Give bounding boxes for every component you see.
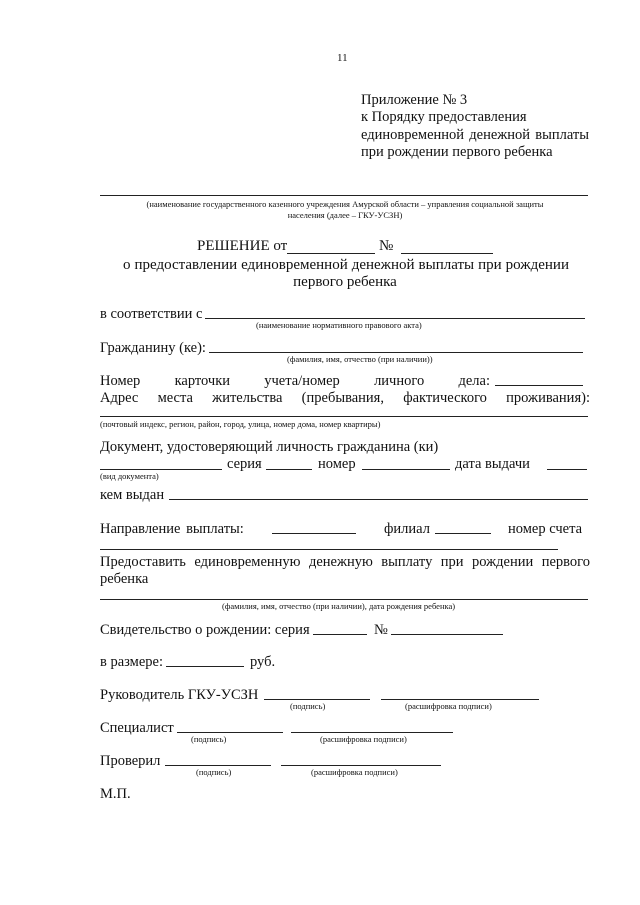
payment-direction-line [272, 533, 356, 534]
account-line [100, 549, 558, 550]
decoding-caption: (расшифровка подписи) [311, 767, 398, 777]
head-signature-line [264, 699, 370, 700]
citizen-line [209, 352, 583, 353]
number-line [362, 469, 450, 470]
grant-text: ребенка [100, 571, 149, 587]
series-line [266, 469, 312, 470]
decision-number-line [401, 253, 493, 254]
head-signature-label: Руководитель ГКУ-УСЗН [100, 687, 259, 703]
payment-direction-label: Направление выплаты: [100, 521, 244, 537]
checked-signature-label: Проверил [100, 753, 161, 769]
card-word: дела: [458, 373, 490, 389]
series-label: серия [227, 456, 262, 472]
specialist-signature-label: Специалист [100, 720, 174, 736]
institution-line [100, 195, 588, 196]
amount-line [166, 666, 244, 667]
address-word: места [157, 390, 193, 406]
specialist-signature-line [177, 732, 283, 733]
accordance-label: в соответствии с [100, 306, 203, 322]
institution-caption: населения (далее – ГКУ-УСЗН) [287, 210, 403, 220]
card-word: личного [374, 373, 425, 389]
appendix-line: к Порядку предоставления [361, 109, 527, 125]
number-label: номер [318, 456, 356, 472]
decoding-caption: (расшифровка подписи) [405, 701, 492, 711]
decision-date-line [287, 253, 375, 254]
amount-unit: руб. [250, 654, 276, 670]
decision-subtitle: о предоставлении единовременной денежной выплаты при рождении [123, 257, 569, 273]
checked-signature-line [165, 765, 271, 766]
appendix-line: Приложение № 3 [361, 92, 468, 108]
signature-caption: (подпись) [191, 734, 227, 744]
doc-type-line [100, 469, 222, 470]
card-number-line [495, 385, 583, 386]
accordance-line [205, 318, 585, 319]
page-number: 11 [337, 52, 348, 64]
birth-certificate-series-line [313, 634, 367, 635]
card-number-row [100, 372, 490, 390]
card-word: учета/номер [264, 373, 340, 389]
decision-subtitle: первого ребенка [293, 274, 397, 290]
child-caption: (фамилия, имя, отчество (при наличии), дата рождения ребенка) [222, 601, 456, 611]
id-document-label: Документ, удостоверяющий личность гражданина (ки) [100, 439, 439, 455]
accordance-caption: (наименование нормативного правового акта) [256, 320, 422, 330]
citizen-caption: (фамилия, имя, отчество (при наличии)) [287, 354, 433, 364]
signature-caption: (подпись) [196, 767, 232, 777]
head-decoding-line [381, 699, 539, 700]
address-word: (пребывания, [301, 390, 384, 406]
address-word: жительства [212, 390, 283, 406]
branch-label: филиал [384, 521, 430, 537]
doc-type-caption: (вид документа) [100, 471, 159, 481]
decision-number-sign: № [379, 238, 394, 254]
amount-label: в размере: [100, 654, 164, 670]
seal-placeholder: М.П. [100, 786, 131, 802]
birth-certificate-number-line [391, 634, 503, 635]
address-word: проживания): [506, 390, 590, 406]
issued-by-line [169, 499, 588, 500]
card-word: Номер [100, 373, 141, 389]
decoding-caption: (расшифровка подписи) [320, 734, 407, 744]
birth-certificate-number-sign: № [374, 622, 388, 638]
checked-decoding-line [281, 765, 441, 766]
address-word: фактического [403, 390, 487, 406]
specialist-decoding-line [291, 732, 453, 733]
citizen-label: Гражданину (ке): [100, 340, 206, 356]
address-caption: (почтовый индекс, регион, район, город, улица, номер дома, номер квартиры) [100, 419, 381, 429]
issue-date-line [547, 469, 587, 470]
decision-title: РЕШЕНИЕ от [197, 238, 288, 254]
appendix-line: при рождении первого ребенка [361, 144, 553, 160]
signature-caption: (подпись) [290, 701, 326, 711]
address-line [100, 416, 588, 417]
birth-certificate-label: Свидетельство о рождении: серия [100, 622, 310, 638]
address-word: Адрес [100, 390, 139, 406]
account-label: номер счета [508, 521, 583, 537]
card-word: карточки [174, 373, 230, 389]
child-line [100, 599, 588, 600]
issue-date-label: дата выдачи [455, 456, 530, 472]
grant-text: Предоставить единовременную денежную выплату при рождении первого [100, 554, 590, 570]
branch-line [435, 533, 491, 534]
institution-caption: (наименование государственного казенного учреждения Амурской области – управления социальной защиты [146, 199, 544, 209]
issued-by-label: кем выдан [100, 487, 165, 503]
appendix-line: единовременной денежной выплаты [361, 127, 589, 143]
address-row [100, 389, 590, 407]
